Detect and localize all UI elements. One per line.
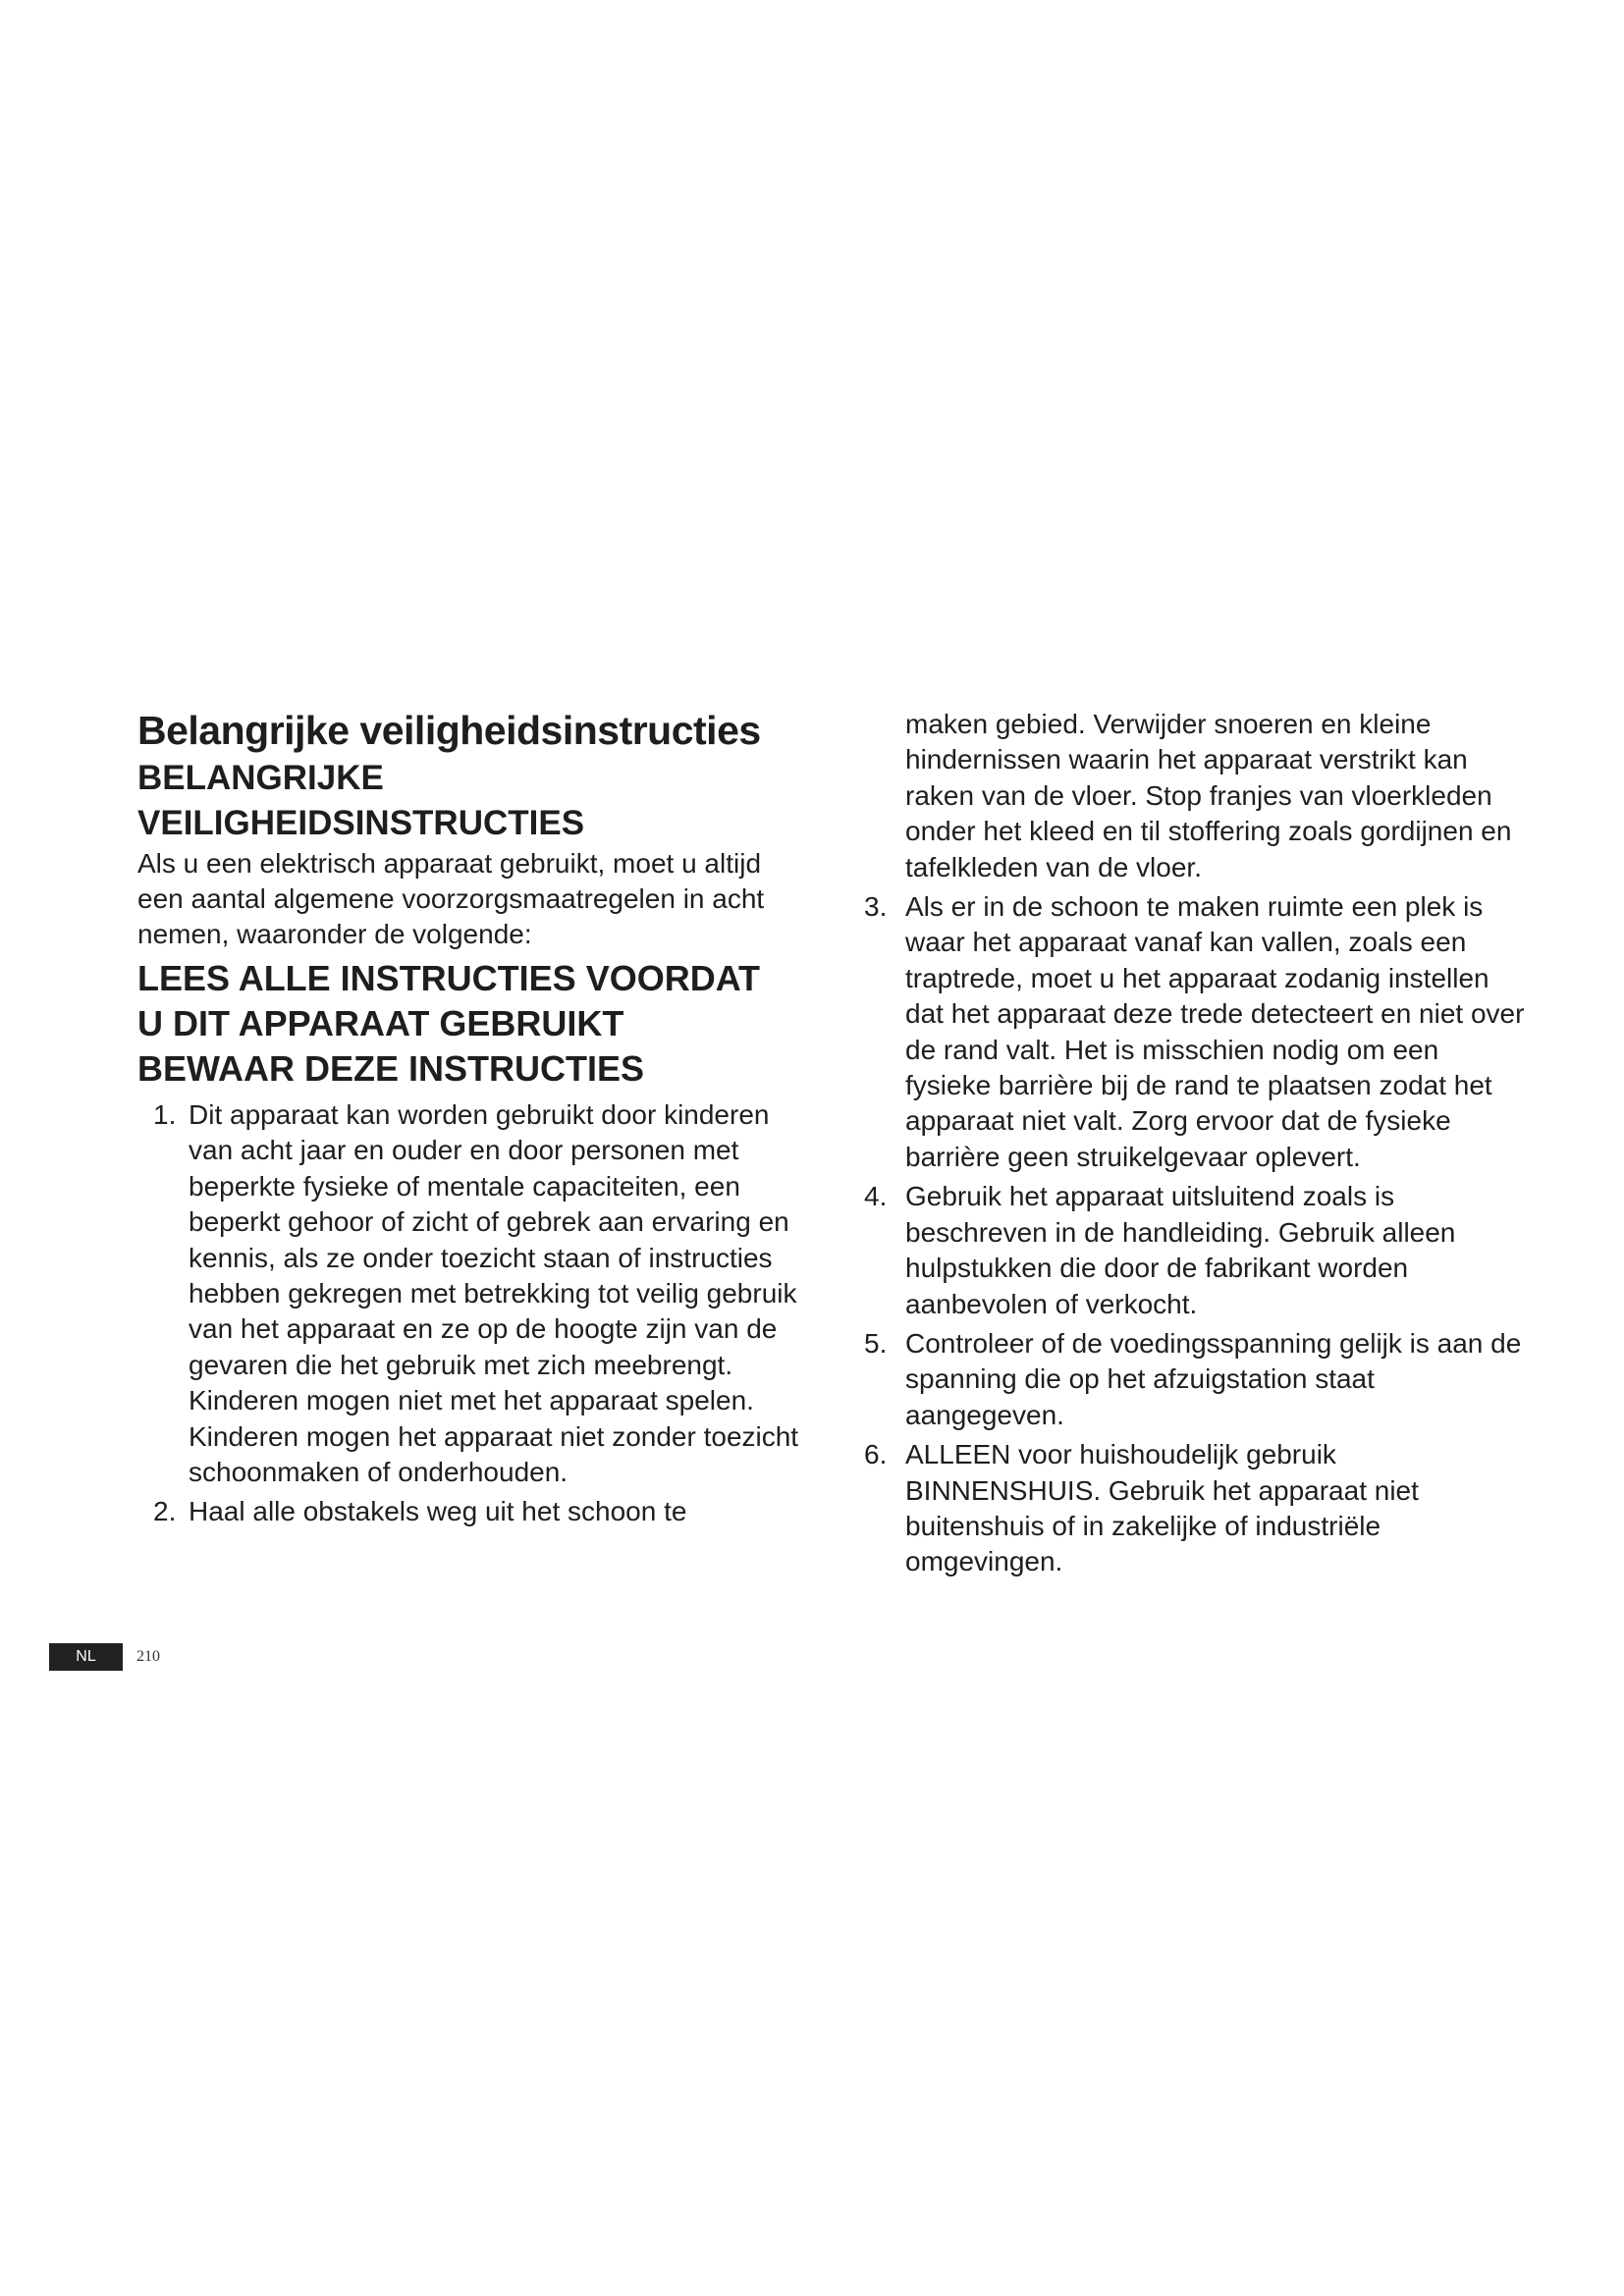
warning-line-3: BEWAAR DEZE INSTRUCTIES — [137, 1048, 645, 1089]
list-item — [864, 889, 1532, 1175]
left-column — [137, 707, 805, 1534]
item-number: 5. — [864, 1327, 888, 1359]
item-text: Dit apparaat kan worden gebruikt door kinderen van acht jaar en ouder en door personen met beperkte fysieke of mentale capaciteiten, een beperkt gehoor of zicht of gebrek aan ervaring en kennis, als ze onder toezicht staan of instructies hebben gekregen met betrekking tot veilig gebruik van het apparaat en ze op de hoogte zijn van de gevaren die het gebruik met zich meebrengt. Kinderen mogen niet met het apparaat spelen. Kinderen mogen het apparaat niet zonder toezicht schoonmaken of onderhouden. — [189, 1099, 799, 1488]
item-number: 6. — [864, 1439, 888, 1470]
item-number: 4. — [864, 1181, 888, 1212]
item-text: Als er in de schoon te maken ruimte een plek is waar het apparaat vanaf kan vallen, zoals een traptrede, moet u het apparaat zodanig instellen dat het apparaat deze trede detecteert en niet over de rand valt. Het is misschien nodig om een fysieke barrière bij de rand te plaatsen zodat het apparaat niet valt. Zorg ervoor dat de fysieke barrière geen struikelgevaar oplevert. — [905, 891, 1525, 1172]
item-number: 1. — [153, 1099, 177, 1130]
instruction-list-right — [864, 889, 1532, 1580]
instruction-list-left — [137, 1097, 805, 1530]
list-item — [864, 1437, 1532, 1580]
section-subtitle — [137, 756, 805, 846]
warning-line-2: U DIT APPARAAT GEBRUIKT — [137, 1003, 624, 1043]
subtitle-line-2: VEILIGHEIDSINSTRUCTIES — [137, 804, 585, 842]
warning-heading — [137, 956, 805, 1092]
page-title: Belangrijke veiligheidsinstructies — [137, 708, 761, 753]
page-footer — [49, 1643, 160, 1671]
item-text: Gebruik het apparaat uitsluitend zoals is beschreven in de handleiding. Gebruik alleen hulpstukken die door de fabrikant worden aanbevolen of verkocht. — [905, 1181, 1456, 1319]
item-2-continuation: maken gebied. Verwijder snoeren en kleine hindernissen waarin het apparaat verstrikt kan raken van de vloer. Stop franjes van vloerkleden onder het kleed en til stoffering zoals gordijnen en tafelkleden van de vloer. — [905, 709, 1512, 882]
right-column — [864, 707, 1532, 1584]
item-text: Haal alle obstakels weg uit het schoon te — [189, 1496, 687, 1527]
item-number: 2. — [153, 1496, 177, 1527]
list-item — [864, 1179, 1532, 1322]
item-number: 3. — [864, 891, 888, 923]
list-item — [137, 1494, 805, 1529]
list-item — [864, 1326, 1532, 1433]
language-badge: NL — [49, 1643, 123, 1671]
item-text: Controleer of de voedingsspanning gelijk is aan de spanning die op het afzuigstation staat aangegeven. — [905, 1327, 1522, 1430]
list-item — [137, 1097, 805, 1490]
warning-line-1: LEES ALLE INSTRUCTIES VOORDAT — [137, 958, 761, 998]
intro-paragraph: Als u een elektrisch apparaat gebruikt, moet u altijd een aantal algemene voorzorgsmaatregelen in acht nemen, waaronder de volgende: — [137, 848, 765, 949]
item-text: ALLEEN voor huishoudelijk gebruik BINNENSHUIS. Gebruik het apparaat niet buitenshuis of in zakelijke of industriële omgevingen. — [905, 1439, 1419, 1577]
subtitle-line-1: BELANGRIJKE — [137, 759, 384, 797]
page-number: 210 — [136, 1648, 160, 1665]
